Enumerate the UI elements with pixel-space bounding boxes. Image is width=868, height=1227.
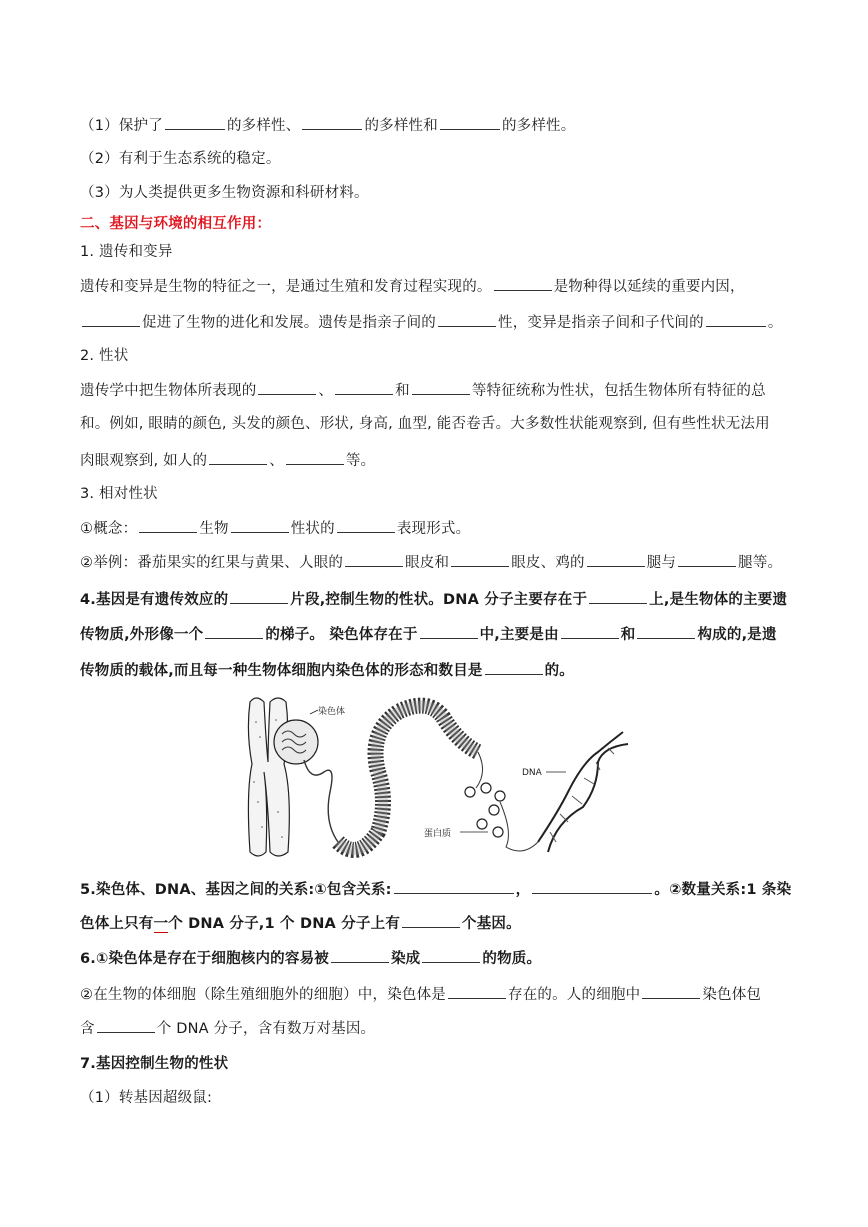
line-ecosystem-stable: （2）有利于生态系统的稳定。: [80, 151, 281, 167]
paragraph-traits-2: 和。例如, 眼睛的颜色, 头发的颜色、形状, 身高, 血型, 能否卷舌。大多数性状能观察到, 但有些性状无法用: [80, 416, 770, 432]
fill-blank: [302, 115, 362, 130]
text: 肉眼观察到, 如人的: [80, 453, 208, 469]
fill-blank: [258, 380, 316, 395]
fill-blank: [97, 1018, 155, 1033]
text: （1）保护了: [80, 118, 163, 134]
paragraph-gene-3: [80, 660, 792, 681]
fill-blank: [422, 948, 480, 963]
text: 眼皮和: [405, 555, 450, 571]
text: 、: [318, 383, 334, 399]
fill-blank: [209, 450, 267, 465]
fill-blank: [494, 276, 552, 291]
fill-blank: [706, 312, 766, 327]
fill-blank: [286, 450, 344, 465]
label-chromosome: 染色体: [318, 707, 346, 717]
section-heading: 二、基因与环境的相互作用：: [80, 216, 272, 232]
text: 腿与: [646, 555, 677, 571]
text: 传物质的载体,而且每一种生物体细胞内染色体的形态和数目是: [80, 663, 483, 679]
text: 腿等。: [738, 555, 783, 571]
fill-blank: [440, 115, 500, 130]
text: 上,是生物体的主要遗: [649, 592, 788, 608]
fill-blank: [230, 589, 288, 604]
fill-blank: [335, 380, 393, 395]
text: 、: [269, 453, 284, 469]
line-transgenic-mouse: （1）转基因超级鼠:: [80, 1090, 213, 1106]
heading-traits: 2. 性状: [80, 348, 129, 364]
paragraph-gene-1: [80, 589, 792, 610]
fill-blank: [139, 518, 197, 533]
text: 性，变异是指亲子间和子代间的: [498, 315, 704, 331]
text: ，: [515, 882, 531, 898]
text: 遗传学中把生物体所表现的: [80, 383, 257, 399]
fill-blank: [337, 518, 395, 533]
text: 的多样性、: [226, 118, 301, 134]
text: 个基因。: [462, 916, 521, 932]
text: 表现形式。: [396, 521, 471, 537]
paragraph-gene-2: [80, 624, 792, 645]
line-resources: （3）为人类提供更多生物资源和科研材料。: [80, 185, 369, 201]
label-protein: 蛋白质: [424, 829, 452, 839]
text: 生物: [199, 521, 229, 537]
paragraph-examples: [80, 552, 792, 573]
paragraph-chromosome-3: [80, 1018, 792, 1039]
text: ②在生物的体细胞（除生殖细胞外的细胞）中，染色体是: [80, 987, 446, 1003]
text: 个 DNA 分子，含有数万对基因。: [156, 1021, 376, 1037]
text: 染色体包: [702, 987, 762, 1003]
fill-blank: [451, 552, 509, 567]
fill-blank: [165, 115, 225, 130]
fill-blank: [642, 984, 700, 999]
fill-blank: [532, 879, 652, 894]
label-dna: DNA: [522, 768, 542, 778]
heading-gene-control: 7.基因控制生物的性状: [80, 1056, 229, 1072]
paragraph-relationship-2: [80, 913, 792, 934]
text: 染成: [390, 951, 421, 967]
text: ①概念：: [80, 521, 138, 537]
fill-blank: [589, 589, 647, 604]
paragraph-heredity-1: [80, 276, 792, 297]
text: 的。: [544, 663, 575, 679]
fill-blank: [394, 879, 514, 894]
fill-blank: [205, 624, 263, 639]
paragraph-concept: [80, 518, 792, 539]
paragraph-traits-3: [80, 450, 792, 471]
text-underlined: 一: [153, 916, 169, 932]
text: 的梯子。 染色体存在于: [265, 627, 418, 643]
text: 。②数量关系:1 条染: [654, 882, 792, 898]
text: 是物种得以延续的重要内因，: [553, 279, 745, 295]
text: 色体上只有: [80, 916, 154, 932]
fiber-line: [304, 760, 338, 842]
fill-blank: [345, 552, 403, 567]
paragraph-heredity-2: [80, 312, 792, 333]
text: 性状的: [290, 521, 335, 537]
fill-blank: [587, 552, 645, 567]
text: 含: [80, 1021, 95, 1037]
paragraph-traits-1: [80, 380, 792, 401]
text: 眼皮、鸡的: [511, 555, 585, 571]
line-protect-diversity: [80, 115, 792, 136]
heading-heredity: 1. 遗传和变异: [80, 244, 173, 260]
text: 遗传和变异是生物的特征之一，是通过生殖和发育过程实现的。: [80, 279, 492, 295]
text: 4.基因是有遗传效应的: [80, 592, 229, 608]
fill-blank: [438, 312, 496, 327]
text: 6.①染色体是存在于细胞核内的容易被: [80, 951, 329, 967]
text: 的多样性和: [364, 118, 438, 134]
text: 等。: [345, 453, 376, 469]
text: 中,主要是由: [479, 627, 559, 643]
fill-blank: [412, 380, 470, 395]
fill-blank: [331, 948, 389, 963]
fill-blank: [420, 624, 478, 639]
fill-blank: [485, 660, 543, 675]
text: 5.染色体、DNA、基因之间的关系:①包含关系:: [80, 882, 392, 898]
paragraph-relationship-1: [80, 879, 792, 900]
fill-blank: [678, 552, 736, 567]
text: 和: [395, 383, 410, 399]
chromosome-icon: [248, 698, 289, 856]
chromosome-dna-illustration: [238, 692, 638, 868]
heading-relative-traits: 3. 相对性状: [80, 486, 158, 502]
text: 促进了生物的进化和发展。遗传是指亲子间的: [142, 315, 436, 331]
solenoid-coil: [338, 706, 478, 850]
text: 。: [767, 315, 783, 331]
fill-blank: [637, 624, 695, 639]
text: 传物质,外形像一个: [80, 627, 204, 643]
paragraph-chromosome-2: [80, 984, 792, 1005]
text: 个 DNA 分子,1 个 DNA 分子上有: [168, 916, 401, 932]
text: 构成的,是遗: [697, 627, 777, 643]
zoom-circle: [274, 720, 318, 764]
text: 的物质。: [482, 951, 542, 967]
paragraph-chromosome-1: [80, 948, 792, 969]
text: 片段,控制生物的性状。DNA 分子主要存在于: [290, 592, 588, 608]
text: 等特征统称为性状，包括生物体所有特征的总: [471, 383, 766, 399]
fill-blank: [561, 624, 619, 639]
nucleosome-beads: [465, 783, 505, 837]
text: 和: [620, 627, 636, 643]
fill-blank: [402, 913, 460, 928]
text: 存在的。人的细胞中: [508, 987, 641, 1003]
text: ②举例：番茄果实的红果与黄果、人眼的: [80, 555, 344, 571]
fill-blank: [82, 312, 140, 327]
fill-blank: [231, 518, 289, 533]
text: 的多样性。: [501, 118, 576, 134]
fill-blank: [448, 984, 506, 999]
